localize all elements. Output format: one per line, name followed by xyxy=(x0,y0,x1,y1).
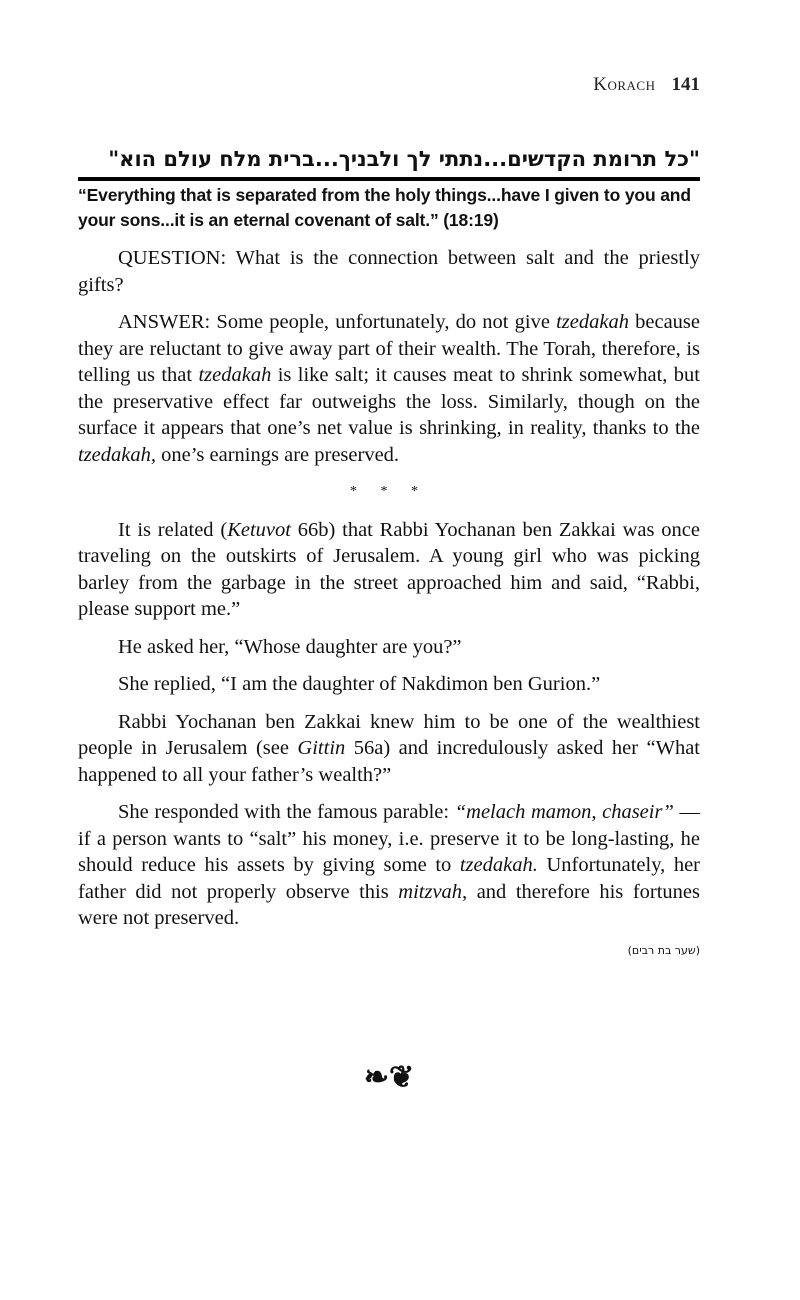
italic-term: “melach mamon, chaseir” xyxy=(454,801,674,823)
story-paragraph-4 xyxy=(78,709,700,789)
page-number: 141 xyxy=(671,74,700,95)
ornament-divider-icon: ❧❦ xyxy=(363,1060,415,1095)
text-run: — if a person wants to “salt” his money, i.e. preserve it to be long-lasting, he should reduce his assets by giving some to xyxy=(78,801,701,876)
text-run: She responded with the famous parable: xyxy=(118,801,455,823)
text-run: is like salt; it causes meat to shrink somewhat, but the preservative effect far outweighs the loss. Similarly, though on the surface it appears that one’s net value is shrinking, in reality, thanks to the xyxy=(78,364,700,439)
italic-term: mitzvah, xyxy=(398,880,468,903)
section-separator: * * * xyxy=(350,484,428,499)
story-paragraph-5 xyxy=(78,799,700,932)
text-run: Rabbi Yochanan ben Zakkai knew him to be one of the wealthiest people in Jerusalem (see xyxy=(78,710,700,759)
text-run: It is related ( xyxy=(118,518,228,541)
source-citation: (שער בת רבים) xyxy=(627,943,700,957)
heading-rule xyxy=(78,177,700,181)
story-paragraph-1 xyxy=(78,517,700,623)
italic-term: tzedakah, xyxy=(78,443,156,466)
text-run: one’s earnings are preserved. xyxy=(156,443,400,466)
answer-paragraph xyxy=(78,309,700,468)
text-run: Unfortunately, her father did not properly observe this xyxy=(78,854,700,903)
chapter-title: Korach xyxy=(593,74,656,95)
english-verse-heading: “Everything that is separated from the holy things...have I given to you and your sons...it is an eternal covenant of salt.” (18:19) xyxy=(78,185,691,230)
italic-term: tzedakah xyxy=(198,364,272,386)
italic-term: tzedakah xyxy=(556,311,629,333)
story-paragraph-2: He asked her, “Whose daughter are you?” xyxy=(118,635,462,658)
question-paragraph: QUESTION: What is the connection between salt and the priestly gifts? xyxy=(78,247,700,296)
text-run: 56a) and incredulously asked her “What happened to all your father’s wealth?” xyxy=(78,737,700,786)
body-text xyxy=(78,245,700,964)
text-run: 66b) that Rabbi Yochanan ben Zakkai was once traveling on the outskirts of Jerusalem. A young girl who was picking barley from the garbage in the street approached him and said, “Rabbi, please support me.” xyxy=(78,518,700,620)
italic-term: Ketuvot xyxy=(227,518,291,541)
italic-term: tzedakah. xyxy=(459,854,538,876)
italic-term: Gittin xyxy=(297,737,346,759)
text-run: and therefore his fortunes were not preserved. xyxy=(78,880,701,929)
text-run: ANSWER: Some people, unfortunately, do not give xyxy=(118,311,557,333)
running-head xyxy=(593,74,700,96)
hebrew-verse-heading: "כל תרומת הקדשים...נתתי לך ולבניך...ברית מלח עולם הוא" xyxy=(108,147,700,171)
text-run: because they are reluctant to give away part of their wealth. The Torah, therefore, is telling us that xyxy=(78,311,701,386)
story-paragraph-3: She replied, “I am the daughter of Nakdimon ben Gurion.” xyxy=(118,673,601,695)
